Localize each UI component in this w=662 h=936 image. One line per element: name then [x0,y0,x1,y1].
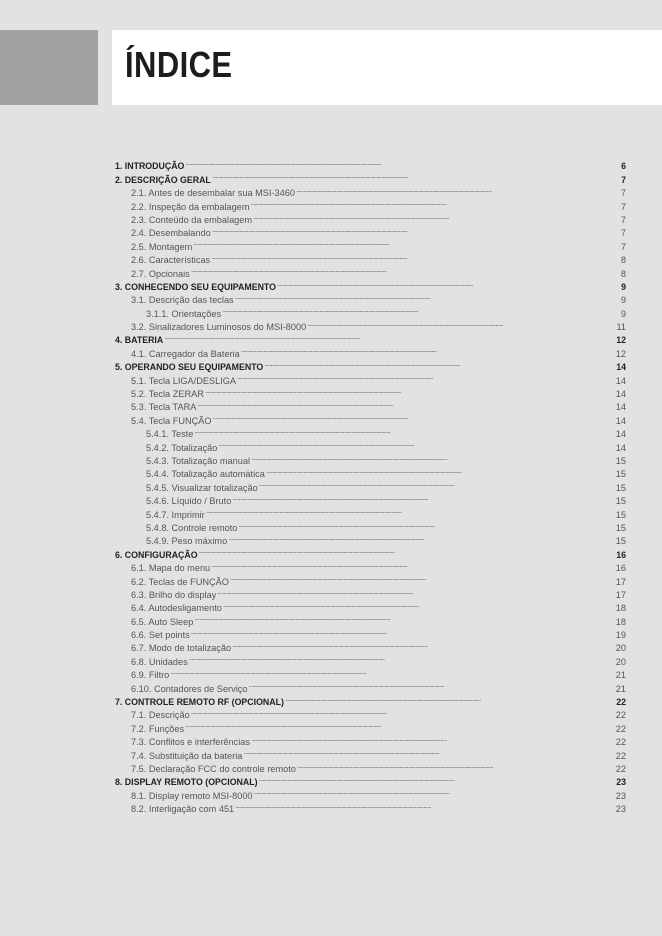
toc-entry-title: 3.1. Descrição das teclas [131,295,234,306]
toc-leader-dots [243,745,614,758]
page-title: ÍNDICE [125,44,233,85]
toc-entry-title: 5.4.7. Imprimir [146,509,205,520]
toc-entry-page: 15 [615,469,626,480]
toc-entry-title: 2.6. Características [131,255,211,266]
toc-leader-dots [205,384,615,397]
toc-leader-dots [296,183,619,196]
toc-entry-page: 12 [615,348,626,359]
toc-entry-title: 3. CONHECENDO SEU EQUIPAMENTO [115,281,276,292]
toc-entry-title: 8. DISPLAY REMOTO (OPCIONAL) [115,777,258,788]
toc-entry-title: 5.4.5. Visualizar totalização [146,482,258,493]
toc-leader-dots [206,504,615,517]
toc-entry-title: 5.4.6. Líquido / Bruto [146,496,232,507]
toc-entry-title: 2.4. Desembalando [131,228,211,239]
toc-leader-dots [230,571,615,584]
toc-leader-dots [191,705,615,718]
toc-entry[interactable] [115,343,626,359]
toc-entry-page: 9 [620,295,626,306]
toc-entry-page: 22 [615,763,626,774]
toc-leader-dots [297,759,615,772]
toc-entry-title: 2.3. Conteúdo da embalagem [131,214,253,225]
toc-leader-dots [222,303,619,316]
toc-leader-dots [170,665,614,678]
toc-entry-page: 16 [616,549,626,560]
toc-leader-dots [251,732,615,745]
toc-entry[interactable] [115,718,626,734]
toc-leader-dots [223,598,615,611]
toc-entry-title: 4. BATERIA [115,335,164,346]
toc-leader-dots [232,491,614,504]
toc-entry[interactable] [115,625,626,641]
toc-leader-dots [277,277,619,290]
toc-entry-page: 21 [615,683,626,694]
toc-leader-dots [189,651,615,664]
toc-entry-page: 8 [620,255,626,266]
toc-entry-title: 5.4.9. Peso máximo [146,536,228,547]
toc-entry[interactable] [115,705,626,721]
toc-leader-dots [253,210,619,223]
toc-entry[interactable] [115,156,626,172]
toc-entry-page: 23 [615,790,626,801]
title-band [112,30,662,105]
toc-leader-dots [238,518,614,531]
toc-entry-title: 3.2. Sinalizadores Luminosos do MSI-8000 [131,322,307,333]
toc-entry-title: 5.4. Tecla FUNÇÃO [131,415,212,426]
toc-entry-title: 4.1. Carregador da Bateria [131,348,240,359]
toc-entry-page: 21 [615,670,626,681]
toc-entry-title: 3.1.1. Orientações [146,308,222,319]
toc-entry-page: 23 [616,777,626,788]
toc-entry-title: 6.9. Filtro [131,670,170,681]
toc-entry-title: 2.5. Montagem [131,241,193,252]
toc-entry[interactable] [115,330,626,346]
toc-entry-title: 5.1. Tecla LIGA/DESLIGA [131,375,237,386]
toc-entry-title: 5.4.2. Totalização [146,442,218,453]
toc-entry-title: 6.6. Set points [131,630,190,641]
toc-entry-title: 2.7. Opcionais [131,268,190,279]
side-tab-decoration [0,30,98,105]
toc-entry-page: 22 [616,697,626,708]
toc-entry-page: 7 [621,174,626,185]
toc-entry-page: 22 [615,723,626,734]
toc-entry-title: 7.2. Funções [131,723,185,734]
toc-entry-page: 20 [615,643,626,654]
toc-entry-page: 15 [615,455,626,466]
toc-entry-title: 6.5. Auto Sleep [131,616,194,627]
toc-entry[interactable] [115,638,626,654]
toc-entry-title: 5.2. Tecla ZERAR [131,389,204,400]
toc-leader-dots [235,290,619,303]
toc-entry-title: 8.1. Display remoto MSI-8000 [131,790,253,801]
toc-entry-title: 7.1. Descrição [131,710,190,721]
toc-entry-page: 15 [615,509,626,520]
toc-leader-dots [264,357,615,370]
toc-entry-title: 6.10. Contadores de Serviço [131,683,248,694]
toc-entry-title: 2.2. Inspeção da embalagem [131,201,250,212]
toc-entry[interactable] [115,678,626,694]
toc-entry-title: 6.8. Unidades [131,656,188,667]
toc-leader-dots [211,558,615,571]
toc-entry-page: 18 [615,603,626,614]
toc-entry-page: 9 [621,281,626,292]
toc-entry-page: 20 [615,656,626,667]
toc-entry-page: 14 [615,375,626,386]
toc-entry-title: 6.4. Autodesligamento [131,603,222,614]
toc-entry-title: 6.7. Modo de totalização [131,643,232,654]
toc-leader-dots [228,531,615,544]
toc-entry-page: 12 [616,335,626,346]
toc-entry-title: 8.2. Interligação com 451 [131,804,235,815]
toc-leader-dots [259,772,616,785]
toc-entry-page: 17 [615,589,626,600]
toc-entry-page: 22 [615,737,626,748]
toc-leader-dots [194,424,614,437]
toc-leader-dots [241,343,615,356]
toc-entry-title: 7.5. Declaração FCC do controle remoto [131,763,296,774]
toc-leader-dots [164,330,615,343]
toc-leader-dots [248,678,614,691]
toc-leader-dots [212,169,619,182]
toc-entry-page: 7 [620,188,626,199]
toc-entry-title: 7.3. Conflitos e interferências [131,737,250,748]
toc-entry-page: 6 [621,161,626,172]
toc-entry-title: 2.1. Antes de desembalar sua MSI-3460 [131,188,295,199]
toc-entry-page: 7 [620,214,626,225]
toc-entry[interactable] [115,651,626,667]
toc-entry-title: 6. CONFIGURAÇÃO [115,549,198,560]
toc-entry-page: 15 [615,496,626,507]
toc-leader-dots [211,250,619,263]
toc-entry-page: 14 [615,415,626,426]
toc-leader-dots [185,156,619,169]
toc-entry[interactable] [115,665,626,681]
toc-entry-title: 6.1. Mapa do menu [131,563,211,574]
toc-leader-dots [235,799,615,812]
toc-entry-page: 7 [620,241,626,252]
toc-leader-dots [266,464,615,477]
toc-entry-page: 14 [615,402,626,413]
toc-entry-page: 9 [620,308,626,319]
toc-leader-dots [232,638,615,651]
toc-entry-page: 7 [620,228,626,239]
toc-entry-title: 7. CONTROLE REMOTO RF (OPCIONAL) [115,697,284,708]
toc-entry-page: 11 [616,322,626,333]
toc-leader-dots [251,196,620,209]
toc-entry-page: 17 [615,576,626,587]
toc-leader-dots [237,370,615,383]
toc-entry-page: 22 [615,750,626,761]
toc-entry-page: 15 [615,482,626,493]
toc-leader-dots [212,223,619,236]
toc-entry-title: 5.4.1. Teste [146,429,194,440]
toc-leader-dots [251,451,615,464]
toc-entry-page: 14 [615,429,626,440]
toc-leader-dots [199,544,616,557]
toc-leader-dots [193,236,619,249]
toc-entry-page: 7 [620,201,626,212]
toc-entry-title: 2. DESCRIÇÃO GERAL [115,174,211,185]
toc-entry[interactable] [115,732,626,748]
toc-entry-page: 15 [615,536,626,547]
toc-leader-dots [259,477,615,490]
toc-entry-page: 22 [615,710,626,721]
toc-entry-title: 5.4.8. Controle remoto [146,522,238,533]
toc-entry-title: 7.4. Substituição da bateria [131,750,243,761]
toc-leader-dots [194,611,614,624]
toc-entry-page: 16 [615,563,626,574]
toc-entry[interactable] [115,277,626,290]
toc-leader-dots [285,692,615,705]
toc-leader-dots [191,625,615,638]
toc-entry-title: 6.2. Teclas de FUNÇÃO [131,576,229,587]
toc-entry-page: 8 [620,268,626,279]
toc-leader-dots [197,397,614,410]
toc-entry-page: 19 [615,630,626,641]
toc-entry-page: 23 [615,804,626,815]
toc-leader-dots [254,785,615,798]
toc-leader-dots [218,437,614,450]
toc-leader-dots [185,718,615,731]
toc-entry-title: 5.3. Tecla TARA [131,402,197,413]
toc-entry[interactable] [115,263,626,279]
toc-entry-title: 1. INTRODUÇÃO [115,161,185,172]
toc-entry-title: 5.4.3. Totalização manual [146,455,251,466]
toc-entry-page: 15 [615,522,626,533]
toc-entry-page: 18 [615,616,626,627]
toc-entry-title: 5. OPERANDO SEU EQUIPAMENTO [115,362,264,373]
toc-entry-page: 14 [615,442,626,453]
toc-entry-page: 14 [615,389,626,400]
toc-entry-title: 6.3. Brilho do display [131,589,217,600]
toc-leader-dots [217,585,614,598]
toc-leader-dots [191,263,619,276]
table-of-contents [115,156,626,815]
toc-leader-dots [307,317,615,330]
toc-entry-page: 14 [616,362,626,373]
toc-entry-title: 5.4.4. Totalização automática [146,469,265,480]
toc-entry[interactable] [115,169,626,185]
toc-leader-dots [213,410,615,423]
